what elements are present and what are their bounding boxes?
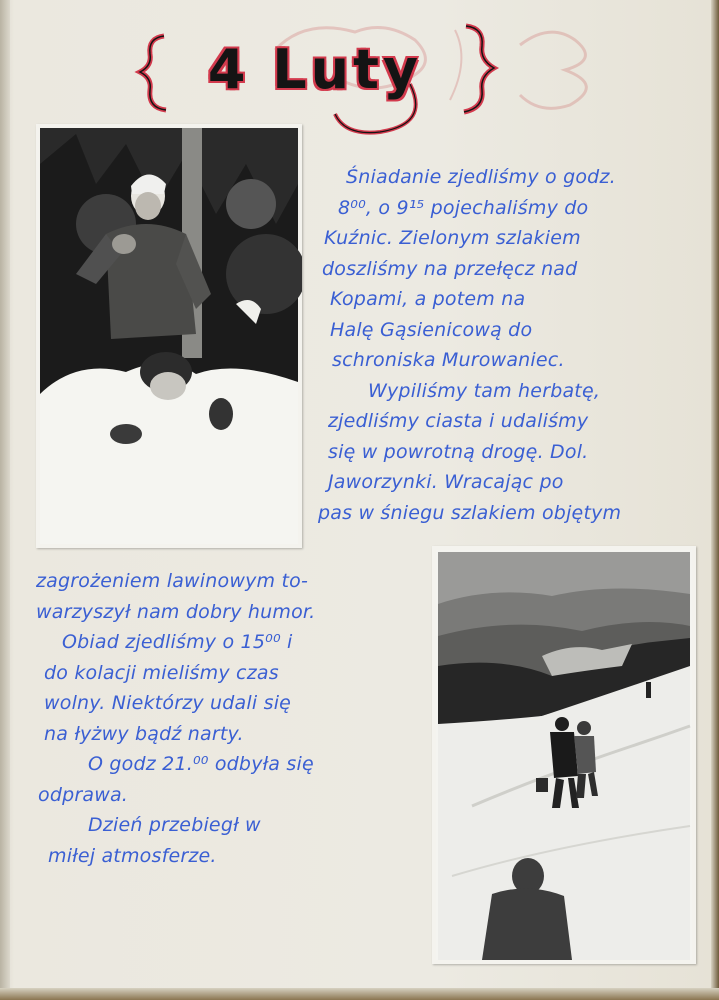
page-title: 4 Luty xyxy=(207,38,423,101)
diary-line: Wypiliśmy tam herbatę, xyxy=(368,379,601,402)
diary-line: do kolacji mieliśmy czas xyxy=(44,661,279,684)
photo-snow-portrait xyxy=(36,124,302,548)
diary-line: zjedliśmy ciasta i udaliśmy xyxy=(328,410,589,432)
diary-line: wolny. Niektórzy udali się xyxy=(44,692,292,714)
photo-mountain-hikers-image xyxy=(432,546,696,964)
diary-line: Dzień przebiegł w xyxy=(88,814,261,836)
diary-line: O godz 21.⁰⁰ odbyła się xyxy=(88,753,314,775)
diary-text-block-2 xyxy=(36,566,428,871)
page-spine xyxy=(0,0,10,1000)
photo-snow-portrait-image xyxy=(36,124,302,548)
diary-line: miłej atmosferze. xyxy=(48,844,217,867)
diary-line: Śniadanie zjedliśmy o godz. xyxy=(346,166,616,188)
diary-line: Jaworzynki. Wracając po xyxy=(328,471,564,493)
diary-text-block-1 xyxy=(318,162,714,528)
diary-line: się w powrotną drogę. Dol. xyxy=(328,440,589,463)
diary-line: Obiad zjedliśmy o 15⁰⁰ i xyxy=(62,631,293,653)
diary-line: odprawa. xyxy=(38,783,129,806)
diary-line: zagrożeniem lawinowym to- xyxy=(36,570,309,592)
diary-line: warzyszył nam dobry humor. xyxy=(36,600,316,623)
diary-line: 8⁰⁰, o 9¹⁵ pojechaliśmy do xyxy=(338,196,589,219)
diary-line: Kopami, a potem na xyxy=(330,288,526,310)
page-title-banner xyxy=(130,14,500,139)
diary-line: pas w śniegu szlakiem objętym xyxy=(318,501,622,524)
diary-line: doszliśmy na przełęcz nad xyxy=(322,257,578,280)
diary-line: Kuźnic. Zielonym szlakiem xyxy=(324,227,581,249)
diary-line: schroniska Murowaniec. xyxy=(332,349,565,371)
diary-line: na łyżwy bądź narty. xyxy=(44,722,244,745)
diary-line: Halę Gąsienicową do xyxy=(330,318,533,341)
page-bottom-edge xyxy=(0,988,719,1000)
photo-mountain-hikers xyxy=(432,546,696,964)
